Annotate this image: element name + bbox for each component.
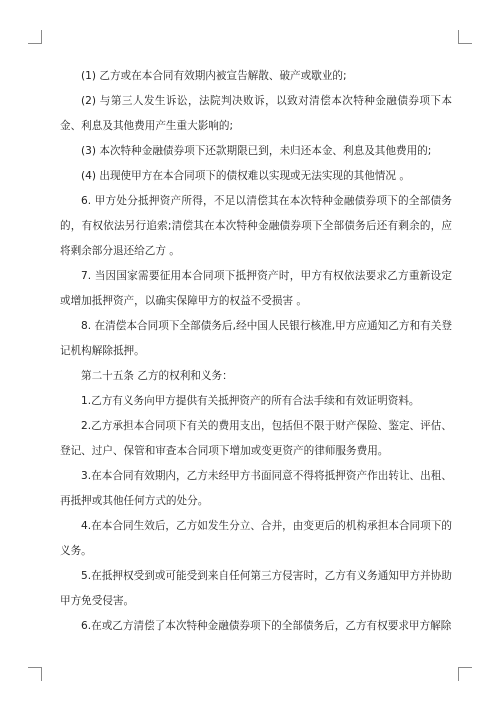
crop-mark-bottom-left — [28, 667, 42, 681]
paragraph-7: 7. 当因国家需要征用本合同项下抵押资产时，甲方有权依法要求乙方重新设定或增加抵押资产，以确实保障甲方的权益不受损害 。 — [60, 270, 452, 307]
obligation-3: 3.在本合同有效期内，乙方未经甲方书面同意不得将抵押资产作出转让、出租、再抵押或其他任何方式的处分。 — [60, 470, 452, 507]
article-25-heading: 第二十五条 乙方的权利和义务： — [81, 370, 233, 382]
obligation-5: 5.在抵押权受到或可能受到来自任何第三方侵害时，乙方有义务通知甲方并协助甲方免受侵害。 — [60, 570, 452, 607]
paragraph-6: 6. 甲方处分抵押资产所得，不足以清偿其在本次特种金融债券项下的全部债务的，有权依法另行追索;清偿其在本次特种金融债券项下全部债务后还有剩余的，应将剩余部分退还给乙方 。 — [60, 195, 452, 257]
obligation-1: 1.乙方有义务向甲方提供有关抵押资产的所有合法手续和有效证明资料。 — [81, 395, 420, 407]
clause-item-1: (1) 乙方或在本合同有效期内被宣告解散、破产或歇业的; — [81, 70, 347, 82]
document-body — [60, 64, 452, 639]
clause-item-2: (2) 与第三人发生诉讼，法院判决败诉，以致对清偿本次特种金融债券项下本金、利息及其他费用产生重大影响的; — [60, 95, 452, 132]
obligation-2: 2.乙方承担本合同项下有关的费用支出，包括但不限于财产保险、鉴定、评估、登记、过户、保管和审查本合同项下增加或变更资产的律师服务费用。 — [60, 420, 452, 457]
clause-item-4: (4) 出现使甲方在本合同项下的债权难以实现或无法实现的其他情况 。 — [81, 170, 410, 182]
crop-mark-top-left — [28, 30, 42, 44]
crop-mark-top-right — [458, 30, 472, 44]
crop-mark-bottom-right — [458, 667, 472, 681]
obligation-6: 6.在或乙方清偿了本次特种金融债券项下的全部债务后，乙方有权要求甲方解除 — [81, 620, 452, 632]
paragraph-8: 8. 在清偿本合同项下全部债务后,经中国人民银行核准,甲方应通知乙方和有关登记机构解除抵押。 — [60, 320, 452, 357]
obligation-4: 4.在本合同生效后，乙方如发生分立、合并，由变更后的机构承担本合同项下的义务。 — [60, 520, 452, 557]
clause-item-3: (3) 本次特种金融债券项下还款期限已到，未归还本金、利息及其他费用的; — [81, 145, 432, 157]
